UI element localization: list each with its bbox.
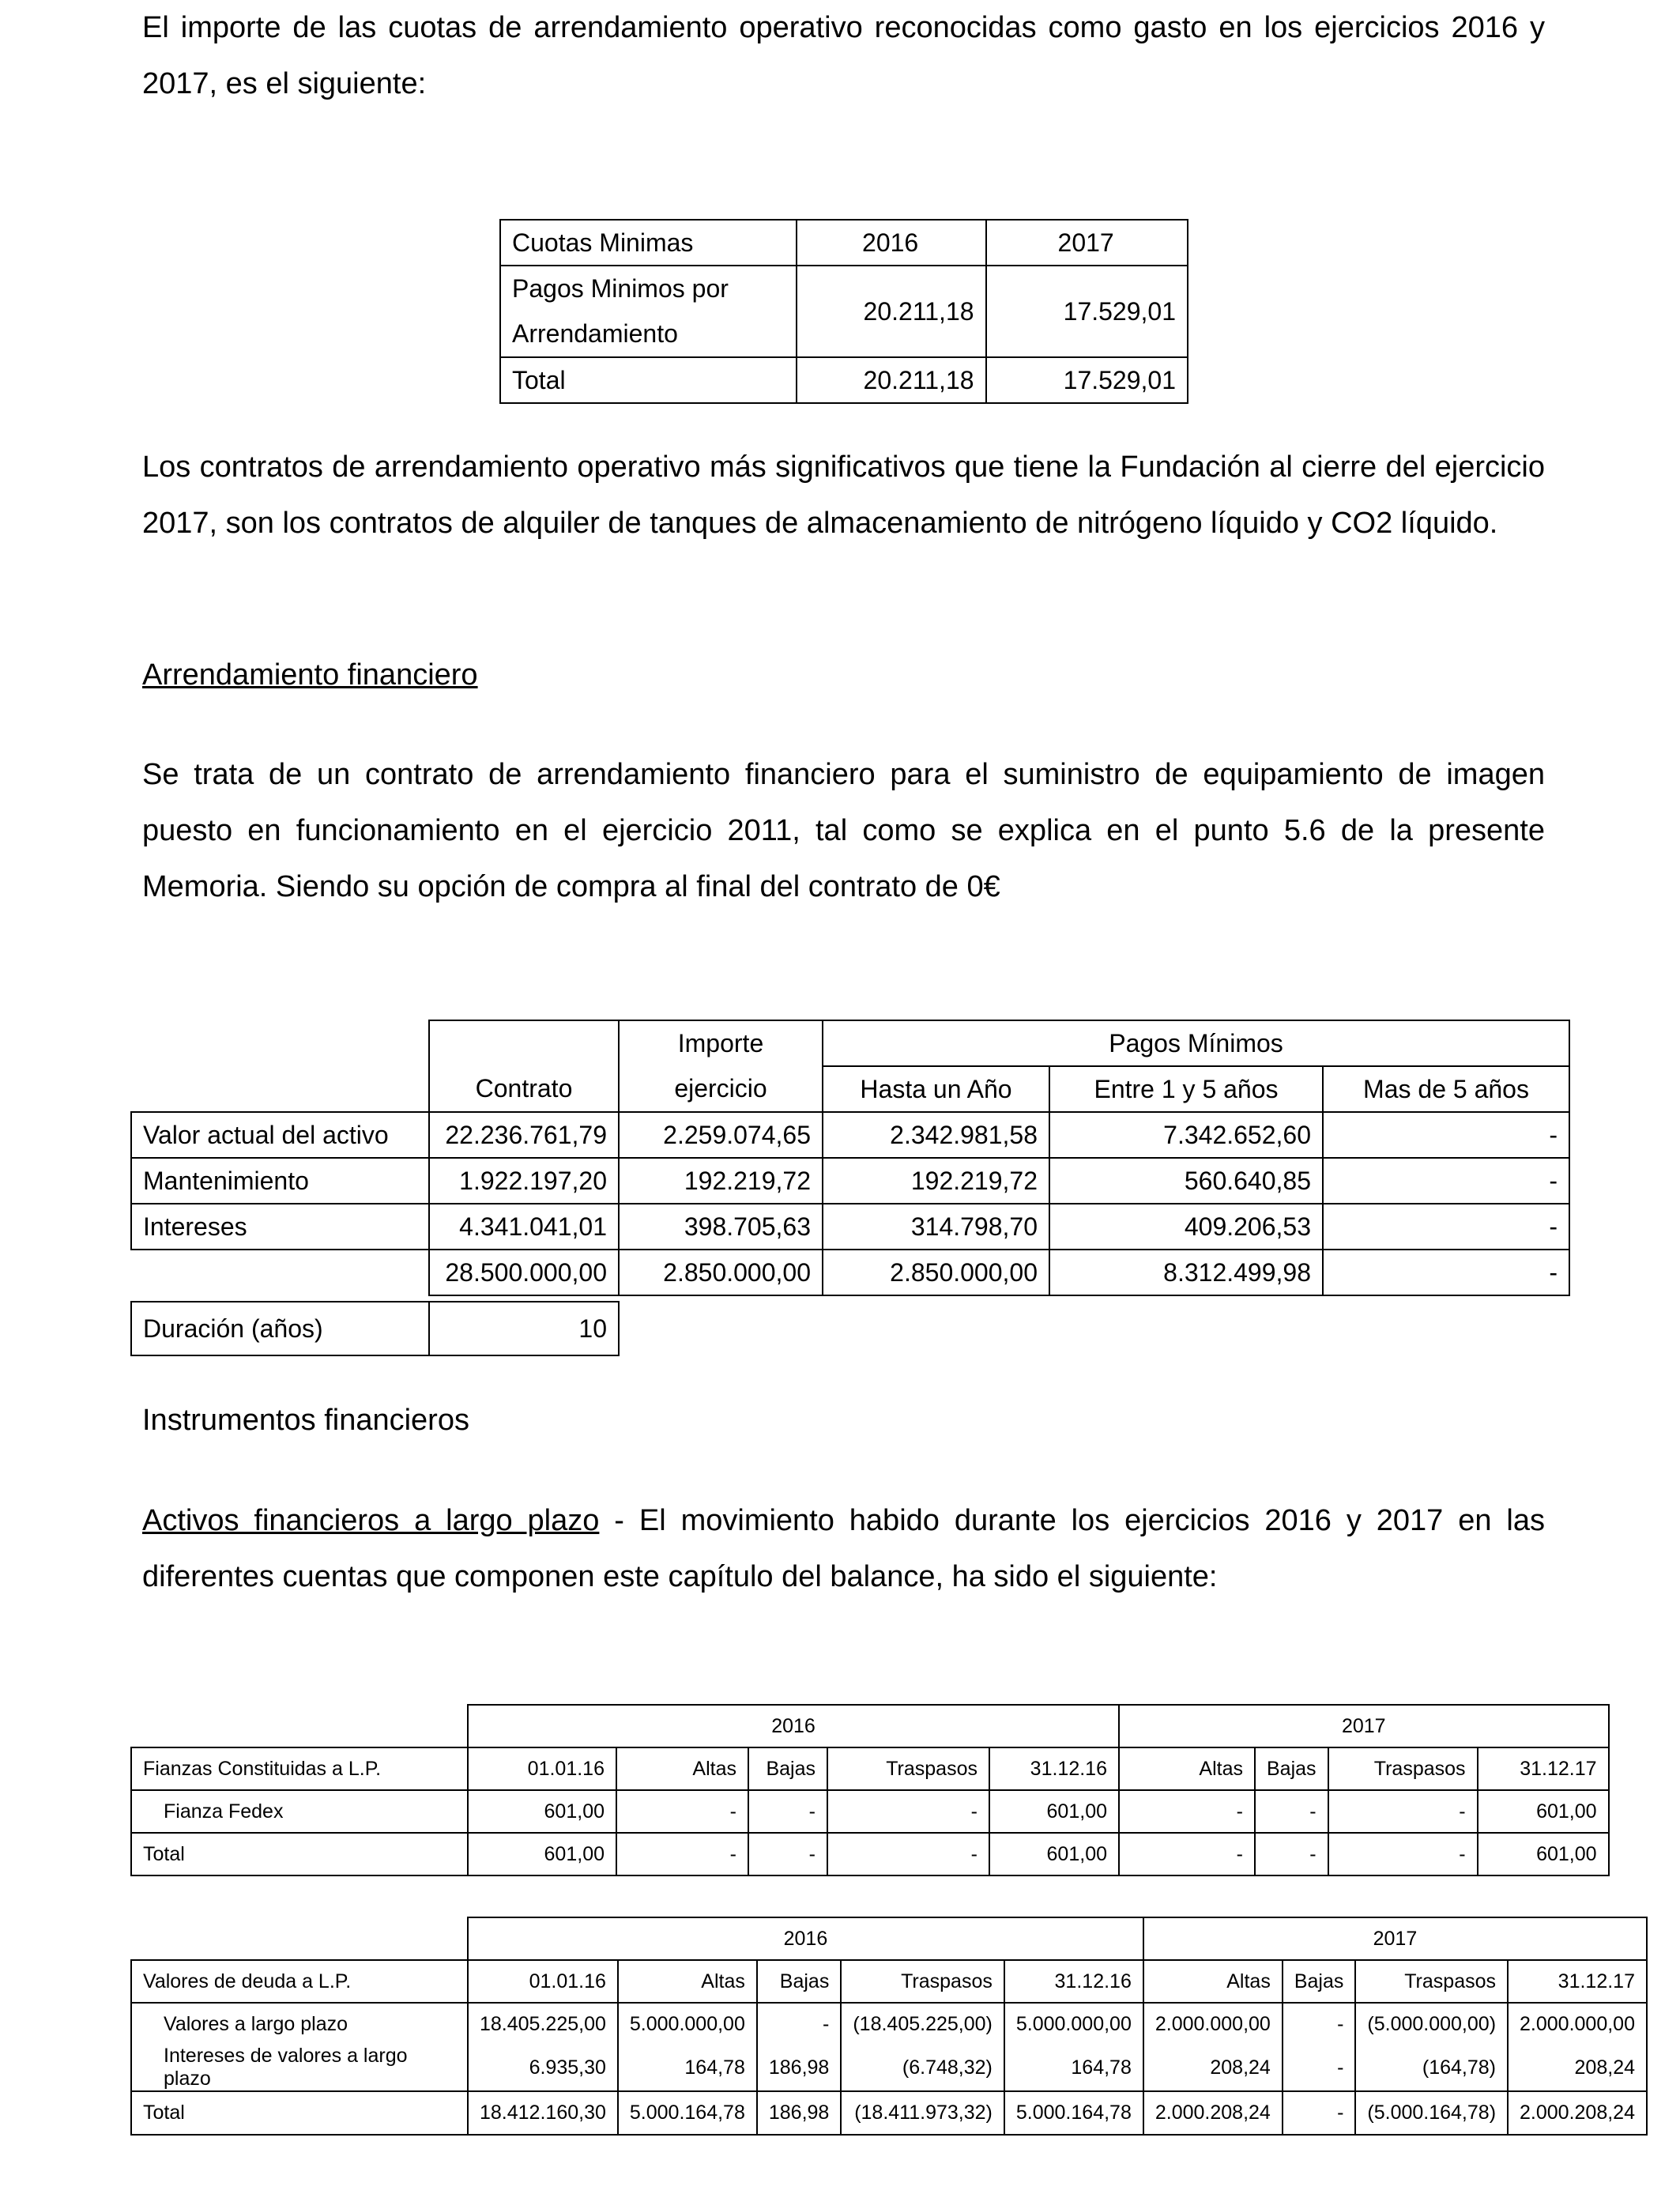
duracion-label: Duración (años): [131, 1302, 429, 1355]
fianzas-cell: -: [1328, 1790, 1478, 1833]
contracts-paragraph: Los contratos de arrendamiento operativo más significativos que tiene la Fundación al cierre del ejercicio 2017, son los contratos de alquiler de tanques de almacenamiento de nitrógeno líquido y CO2 líquido.: [142, 450, 1545, 540]
cuotas-total-2016: 20.211,18: [797, 357, 986, 403]
leasing-header-pagos: Pagos Mínimos: [823, 1020, 1569, 1066]
valores-cell: 164,78: [1004, 2045, 1143, 2091]
fianzas-col: Traspasos: [1328, 1747, 1478, 1790]
table-row: [131, 1112, 1569, 1158]
leasing-cell: 192.219,72: [619, 1158, 823, 1204]
fianzas-cell: 601,00: [989, 1833, 1119, 1875]
fianzas-col: Bajas: [748, 1747, 827, 1790]
valores-cell: 164,78: [618, 2045, 757, 2091]
valores-cell: 2.000.000,00: [1143, 2003, 1283, 2045]
fianzas-cell: -: [616, 1790, 748, 1833]
valores-cell: -: [1283, 2091, 1356, 2135]
valores-cell: 2.000.208,24: [1508, 2091, 1647, 2135]
fianzas-title: Fianzas Constituidas a L.P.: [131, 1747, 468, 1790]
leasing-cell: -: [1323, 1250, 1569, 1295]
fianzas-cell: -: [1255, 1790, 1328, 1833]
fianzas-cell: 601,00: [1478, 1833, 1609, 1875]
arrendamiento-paragraph: Se trata de un contrato de arrendamiento financiero para el suministro de equipamiento de imagen puesto en funcionamiento en el ejercicio 2011, tal como se explica en el punto 5.6 de la presente Memoria. Siendo su opción de compra al final del contrato de 0€: [142, 758, 1545, 903]
fianzas-year-2017: 2017: [1119, 1705, 1609, 1747]
leasing-cell: 7.342.652,60: [1049, 1112, 1323, 1158]
valores-table: [130, 1917, 1648, 2136]
cuotas-row-label-line2: Arrendamiento: [512, 319, 678, 348]
cuotas-header-label: Cuotas Minimas: [500, 220, 797, 266]
leasing-cell: -: [1323, 1158, 1569, 1204]
fianzas-cell: 601,00: [1478, 1790, 1609, 1833]
fianzas-col: Traspasos: [827, 1747, 989, 1790]
valores-cell: 208,24: [1508, 2045, 1647, 2091]
fianzas-cell: -: [616, 1833, 748, 1875]
valores-cell: (5.000.000,00): [1355, 2003, 1508, 2045]
table-row: [131, 2045, 1647, 2091]
leasing-header-contrato: Contrato: [429, 1066, 619, 1112]
leasing-cell: 28.500.000,00: [429, 1250, 619, 1295]
valores-col: Traspasos: [1355, 1960, 1508, 2003]
fianzas-cell: -: [1119, 1790, 1255, 1833]
cuotas-row-2016: 20.211,18: [797, 266, 986, 357]
valores-cell: 18.412.160,30: [468, 2091, 618, 2135]
table-row: [131, 1158, 1569, 1204]
fianzas-col: 01.01.16: [468, 1747, 616, 1790]
table-row: [131, 2091, 1647, 2135]
table-row: [131, 1833, 1609, 1875]
leasing-header-hasta: Hasta un Año: [823, 1066, 1049, 1112]
valores-cell: (6.748,32): [841, 2045, 1004, 2091]
intro-paragraph: El importe de las cuotas de arrendamiento operativo reconocidas como gasto en los ejercicios 2016 y 2017, es el siguiente:: [142, 11, 1545, 100]
fianzas-cell: -: [1119, 1833, 1255, 1875]
cuotas-header-2017: 2017: [986, 220, 1188, 266]
cuotas-table: [499, 219, 1188, 404]
table-row: [131, 1204, 1569, 1250]
valores-cell: 18.405.225,00: [468, 2003, 618, 2045]
leasing-cell: 2.850.000,00: [823, 1250, 1049, 1295]
fianzas-year-2016: 2016: [468, 1705, 1119, 1747]
leasing-cell: 2.342.981,58: [823, 1112, 1049, 1158]
valores-cell: -: [1283, 2045, 1356, 2091]
leasing-row-label: Intereses: [131, 1204, 429, 1250]
cuotas-row-label: [500, 266, 797, 357]
leasing-header-importe-2: ejercicio: [619, 1066, 823, 1112]
leasing-row-label: Valor actual del activo: [131, 1112, 429, 1158]
leasing-cell: 22.236.761,79: [429, 1112, 619, 1158]
valores-row-label: Total: [131, 2091, 468, 2135]
leasing-header-importe-1: Importe: [619, 1020, 823, 1066]
fianzas-cell: -: [748, 1833, 827, 1875]
fianzas-col: 31.12.16: [989, 1747, 1119, 1790]
leasing-cell: 2.259.074,65: [619, 1112, 823, 1158]
cuotas-row-2017: 17.529,01: [986, 266, 1188, 357]
valores-cell: (5.000.164,78): [1355, 2091, 1508, 2135]
instrumentos-heading: Instrumentos financieros: [142, 1404, 469, 1437]
activos-heading: Activos financieros a largo plazo: [142, 1504, 600, 1537]
leasing-cell: 192.219,72: [823, 1158, 1049, 1204]
activos-text: - El movimiento habido durante los ejercicios 2016 y 2017 en las diferentes cuentas que componen este capítulo del balance, ha sido el siguiente:: [142, 1504, 1545, 1593]
valores-col: Traspasos: [841, 1960, 1004, 2003]
valores-col: Bajas: [1283, 1960, 1356, 2003]
fianzas-row-label: Fianza Fedex: [131, 1790, 468, 1833]
cuotas-header-2016: 2016: [797, 220, 986, 266]
valores-row-label: Intereses de valores a largo plazo: [131, 2045, 468, 2091]
valores-col: Altas: [1143, 1960, 1283, 2003]
valores-cell: 5.000.164,78: [618, 2091, 757, 2135]
arrendamiento-heading: Arrendamiento financiero: [142, 658, 478, 692]
leasing-cell: 398.705,63: [619, 1204, 823, 1250]
valores-year-2017: 2017: [1143, 1917, 1647, 1960]
fianzas-cell: -: [748, 1790, 827, 1833]
leasing-cell: 4.341.041,01: [429, 1204, 619, 1250]
valores-cell: 186,98: [757, 2091, 841, 2135]
fianzas-cell: 601,00: [468, 1790, 616, 1833]
fianzas-cell: 601,00: [989, 1790, 1119, 1833]
fianzas-cell: -: [1255, 1833, 1328, 1875]
valores-cell: 5.000.164,78: [1004, 2091, 1143, 2135]
leasing-header-mas: Mas de 5 años: [1323, 1066, 1569, 1112]
cuotas-total-label: Total: [500, 357, 797, 403]
fianzas-table: [130, 1704, 1610, 1876]
valores-cell: 5.000.000,00: [618, 2003, 757, 2045]
cuotas-total-2017: 17.529,01: [986, 357, 1188, 403]
fianzas-cell: 601,00: [468, 1833, 616, 1875]
cuotas-row-label-line1: Pagos Minimos por: [512, 274, 729, 303]
valores-year-2016: 2016: [468, 1917, 1143, 1960]
valores-cell: (18.411.973,32): [841, 2091, 1004, 2135]
valores-cell: 2.000.000,00: [1508, 2003, 1647, 2045]
leasing-row-label: [131, 1250, 429, 1295]
valores-cell: (164,78): [1355, 2045, 1508, 2091]
valores-cell: (18.405.225,00): [841, 2003, 1004, 2045]
leasing-cell: 560.640,85: [1049, 1158, 1323, 1204]
leasing-cell: 409.206,53: [1049, 1204, 1323, 1250]
valores-cell: 186,98: [757, 2045, 841, 2091]
valores-cell: 208,24: [1143, 2045, 1283, 2091]
valores-col: 31.12.16: [1004, 1960, 1143, 2003]
fianzas-cell: -: [1328, 1833, 1478, 1875]
valores-cell: 5.000.000,00: [1004, 2003, 1143, 2045]
leasing-header-entre: Entre 1 y 5 años: [1049, 1066, 1323, 1112]
leasing-cell: 314.798,70: [823, 1204, 1049, 1250]
leasing-table: [130, 1020, 1570, 1356]
fianzas-col: Bajas: [1255, 1747, 1328, 1790]
leasing-cell: -: [1323, 1204, 1569, 1250]
table-row: [131, 2003, 1647, 2045]
activos-paragraph: [142, 1493, 1545, 1605]
valores-cell: 2.000.208,24: [1143, 2091, 1283, 2135]
duracion-value: 10: [429, 1302, 619, 1355]
leasing-row-label: Mantenimiento: [131, 1158, 429, 1204]
fianzas-col: Altas: [1119, 1747, 1255, 1790]
leasing-cell: 8.312.499,98: [1049, 1250, 1323, 1295]
fianzas-row-label: Total: [131, 1833, 468, 1875]
valores-cell: -: [757, 2003, 841, 2045]
table-row: [131, 1250, 1569, 1295]
valores-col: Bajas: [757, 1960, 841, 2003]
leasing-cell: 2.850.000,00: [619, 1250, 823, 1295]
fianzas-col: 31.12.17: [1478, 1747, 1609, 1790]
valores-col: Altas: [618, 1960, 757, 2003]
fianzas-cell: -: [827, 1790, 989, 1833]
fianzas-col: Altas: [616, 1747, 748, 1790]
valores-cell: 6.935,30: [468, 2045, 618, 2091]
valores-col: 31.12.17: [1508, 1960, 1647, 2003]
valores-col: 01.01.16: [468, 1960, 618, 2003]
valores-cell: -: [1283, 2003, 1356, 2045]
leasing-cell: -: [1323, 1112, 1569, 1158]
valores-row-label: Valores a largo plazo: [131, 2003, 468, 2045]
valores-title: Valores de deuda a L.P.: [131, 1960, 468, 2003]
table-row: [131, 1790, 1609, 1833]
fianzas-cell: -: [827, 1833, 989, 1875]
leasing-cell: 1.922.197,20: [429, 1158, 619, 1204]
